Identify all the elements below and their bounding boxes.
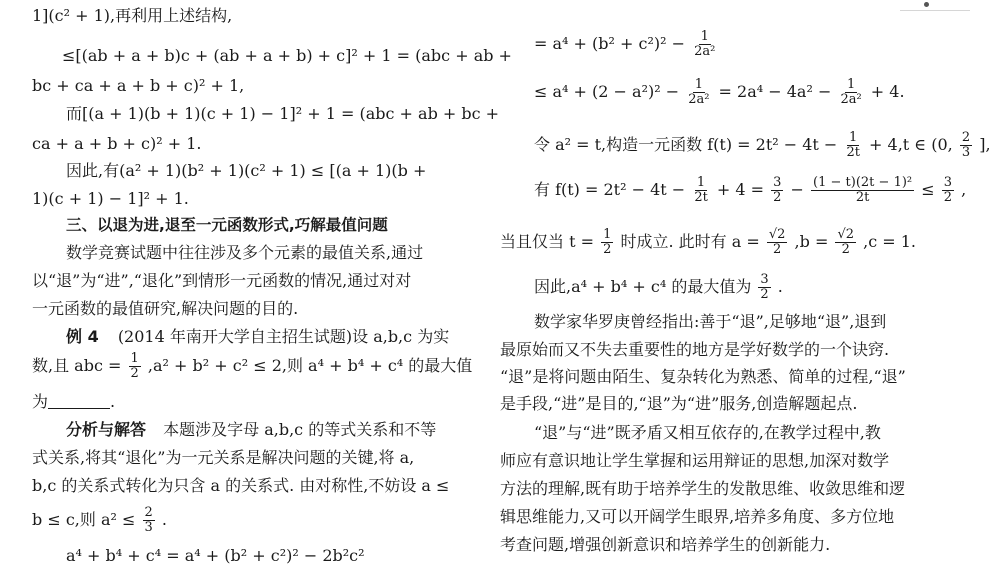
right-para-3: “退”是将问题由陌生、复杂转化为熟悉、简单的过程,“退” <box>500 367 906 386</box>
left-line-6: 因此,有(a² + 1)(b² + 1)(c² + 1) ≤ [(a + 1)(b + <box>66 161 427 180</box>
analysis-line-4: b ≤ c,则 a² ≤ $\frac{2}{3}$ . <box>32 505 167 535</box>
right-eq-3: 令 a² = t,构造一元函数 f(t) = 2t² − 4t − $\frac{1}{2t}$ + 4,t ∈ (0, $\frac{2}{3}$ ], <box>534 130 991 160</box>
analysis-line-2: 式关系,将其“退化”为一元关系是解决问题的关键,将 a, <box>32 448 415 467</box>
example-line-2: 数,且 abc = $\frac{1}{2}$ ,a² + b² + c² ≤ 2,则 a⁴ + b⁴ + c⁴ 的最大值 <box>32 351 473 381</box>
right-eq-5: 当且仅当 t = $\frac{1}{2}$ 时成立. 此时有 a = $\frac{√2}{2}$ ,b = $\frac{√2}{2}$ ,c = 1. <box>500 227 916 257</box>
right-para-6: 师应有意识地让学生掌握和运用辩证的思想,加深对数学 <box>500 451 890 470</box>
right-para-5: “退”与“进”既矛盾又相互依存的,在教学过程中,教 <box>534 423 881 442</box>
right-eq-4: 有 f(t) = 2t² − 4t − $\frac{1}{2t}$ + 4 = $\frac{3}{2}$ − $\frac{\text{(1 − t)(2t − 1)²}}{2t}$ ≤ $\frac{3}{2}$ , <box>534 175 967 205</box>
example-4-line <box>66 327 449 347</box>
right-para-7: 方法的理解,既有助于培养学生的发散思维、收敛思维和逻 <box>500 479 906 498</box>
right-para-9: 考查问题,增强创新意识和培养学生的创新能力. <box>500 535 831 554</box>
right-eq-2: ≤ a⁴ + (2 − a²)² − $\frac{1}{\text{2a²}}$ = 2a⁴ − 4a² − $\frac{1}{\text{2a²}}$ + 4. <box>534 77 905 107</box>
right-eq-1: = a⁴ + (b² + c²)² − $\frac{1}{\text{2a²}}$ <box>534 29 716 59</box>
analysis-line-1: 分析与解答 本题涉及字母 a,b,c 的等式关系和不等 <box>66 420 437 439</box>
analysis-label: 分析与解答 <box>66 420 147 439</box>
right-conclusion: 因此,a⁴ + b⁴ + c⁴ 的最大值为 $\frac{3}{2}$ . <box>534 272 783 302</box>
left-para-3: 一元函数的最值研究,解决问题的目的. <box>32 299 299 318</box>
right-para-1: 数学家华罗庚曾经指出:善于“退”,足够地“退”,退到 <box>534 312 887 331</box>
example-text: (2014 年南开大学自主招生试题)设 a,b,c 为实 <box>117 327 450 346</box>
left-line-4: 而[(a + 1)(b + 1)(c + 1) − 1]² + 1 = (abc + ab + bc + <box>66 104 500 123</box>
left-line-7: 1)(c + 1) − 1]² + 1. <box>32 189 189 208</box>
left-para-1: 数学竞赛试题中往往涉及多个元素的最值关系,通过 <box>66 243 424 262</box>
answer-blank <box>48 394 110 409</box>
left-line-5: ca + a + b + c)² + 1. <box>32 134 202 153</box>
fraction-one-half: $\frac{1}{2}$ <box>130 351 139 381</box>
analysis-line-3: b,c 的关系式转化为只含 a 的关系式. 由对称性,不妨设 a ≤ <box>32 476 450 495</box>
right-para-4: 是手段,“进”是目的,“退”为“进”服务,创造解题起点. <box>500 394 858 413</box>
right-para-2: 最原始而又不失去重要性的地方是学好数学的一个诀窍. <box>500 340 890 359</box>
corner-dot <box>924 2 929 7</box>
right-para-8: 辑思维能力,又可以开阔学生眼界,培养多角度、多方位地 <box>500 507 895 526</box>
left-line-1: 1](c² + 1),再利用上述结构, <box>32 6 233 25</box>
example-label: 例 4 <box>66 327 99 346</box>
fraction-two-thirds: $\frac{2}{3}$ <box>144 505 153 535</box>
example-line-3: 为 . <box>32 392 116 411</box>
left-line-3: bc + ca + a + b + c)² + 1, <box>32 76 245 95</box>
section-heading: 三、以退为进,退至一元函数形式,巧解最值问题 <box>66 216 388 234</box>
left-para-2: 以“退”为“进”,“退化”到情形一元函数的情况,通过对对 <box>32 271 412 290</box>
top-right-rule <box>900 0 970 11</box>
analysis-line-5: a⁴ + b⁴ + c⁴ = a⁴ + (b² + c²)² − 2b²c² <box>66 546 365 565</box>
left-line-2: ≤[(ab + a + b)c + (ab + a + b) + c]² + 1 = (abc + ab + <box>62 46 512 65</box>
